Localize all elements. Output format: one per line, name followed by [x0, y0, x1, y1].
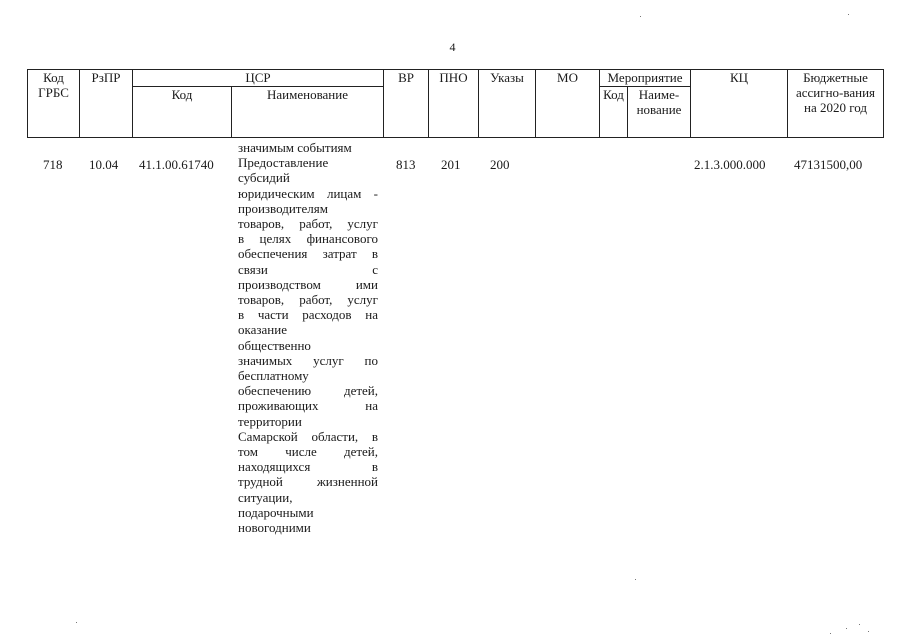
description-line: проживающих на	[238, 398, 378, 414]
description-line: производителям	[238, 200, 328, 216]
header-mer-kod: Код	[600, 87, 628, 138]
header-rzpr: РзПР	[80, 70, 133, 138]
header-pno: ПНО	[429, 70, 479, 138]
description-line: значимых услуг по	[238, 352, 378, 368]
description-line: находящихся в	[238, 459, 378, 475]
description-line: бесплатному	[238, 368, 309, 384]
description-previous-tail: значимым событиям	[238, 140, 352, 155]
header-meropriyatie: Мероприятие	[600, 70, 691, 87]
header-mo: МО	[536, 70, 600, 138]
scan-speck	[868, 631, 869, 632]
description-line: товаров, работ, услуг	[238, 216, 378, 232]
description-line: обеспечения затрат в	[238, 246, 378, 262]
scan-speck	[848, 14, 849, 15]
header-mer-name: Наиме-нование	[628, 87, 691, 138]
header-ukazy: Указы	[479, 70, 536, 138]
description-line: юридическим лицам -	[238, 185, 378, 201]
description-line: ситуации,	[238, 489, 293, 505]
header-kc: КЦ	[691, 70, 788, 138]
description-line: связи с	[238, 261, 378, 277]
scan-speck	[635, 579, 636, 580]
description-line: трудной жизненной	[238, 474, 378, 490]
cell-vr: 813	[396, 157, 416, 172]
cell-budget: 47131500,00	[794, 157, 863, 172]
description-line: том числе детей,	[238, 444, 378, 460]
header-csr: ЦСР	[133, 70, 384, 87]
page-number: 4	[449, 40, 456, 54]
scan-speck	[846, 628, 847, 629]
description-line: обеспечению детей,	[238, 383, 378, 399]
description-line: Предоставление	[238, 155, 329, 171]
cell-rzpr: 10.04	[89, 157, 119, 172]
description-line: субсидий	[238, 170, 290, 186]
description-line: производством ими	[238, 276, 378, 292]
description-line: территории	[238, 413, 302, 429]
cell-ukazy: 200	[490, 157, 510, 172]
header-kod-grbs: Код ГРБС	[28, 70, 80, 138]
description-line: подарочными	[238, 504, 314, 520]
scan-speck	[830, 633, 831, 634]
cell-grbs: 718	[43, 157, 63, 172]
description-line: оказание	[238, 322, 287, 338]
cell-csr-kod: 41.1.00.61740	[139, 157, 214, 172]
description-line: новогодними	[238, 520, 311, 536]
header-budget: Бюджетные ассигно-вания на 2020 год	[788, 70, 884, 138]
cell-pno: 201	[441, 157, 461, 172]
cell-kc: 2.1.3.000.000	[694, 157, 766, 172]
budget-table-header	[27, 69, 884, 138]
cell-description	[238, 140, 378, 535]
description-line: Самарской области, в	[238, 428, 378, 444]
description-line: товаров, работ, услуг	[238, 292, 378, 308]
header-vr: ВР	[384, 70, 429, 138]
description-line: общественно	[238, 337, 311, 353]
description-line: в целях финансового	[238, 231, 378, 247]
scan-speck	[859, 624, 860, 625]
scan-speck	[76, 622, 77, 623]
description-line: в части расходов на	[238, 307, 378, 323]
header-csr-name: Наименование	[232, 87, 384, 138]
scan-speck	[640, 16, 641, 17]
header-csr-kod: Код	[133, 87, 232, 138]
